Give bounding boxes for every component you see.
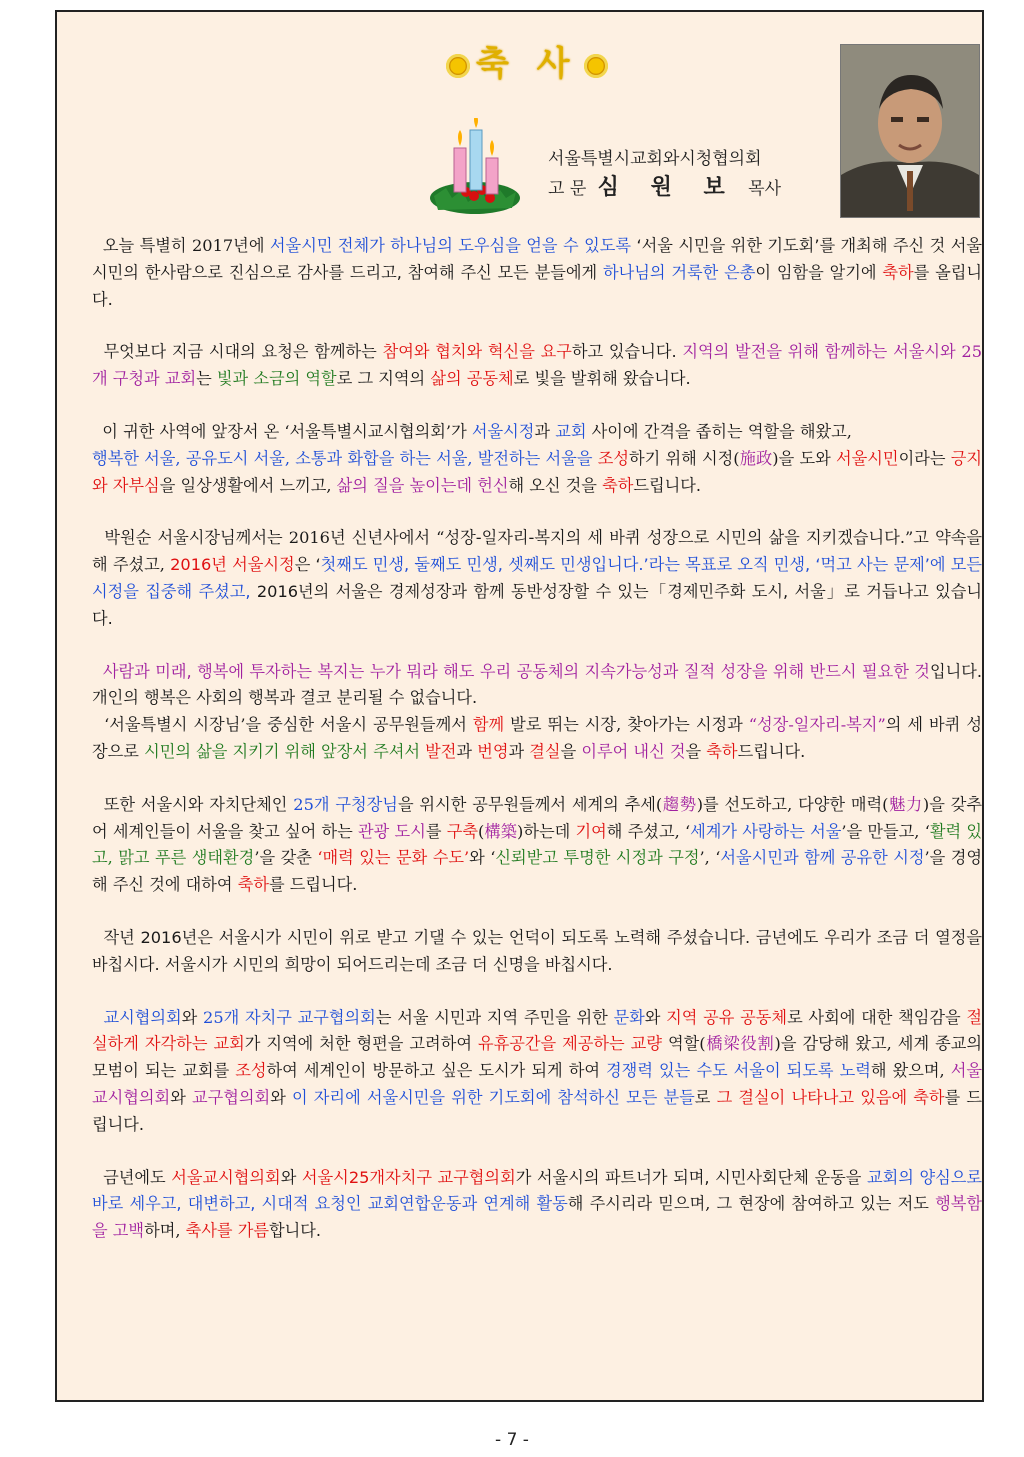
author-title: 목사 [748, 179, 781, 199]
paragraph-7: 작년 2016년은 서울시가 시민이 위로 받고 기댈 수 있는 언덕이 되도록 노력해 주셨습니다. 금년에도 우리가 조금 더 열정을 바칩시다. 서울시가 시민의 희망이 되어드리는데 조금 더 신명을 바칩시다. [92, 927, 982, 974]
christmas-candle-icon [428, 118, 522, 216]
paragraph-4: 박원순 서울시장님께서는 2016년 신년사에서 “성장-일자리-복지의 세 바퀴 성장으로 시민의 삶을 지키겠습니다.”고 약속을 해 주셨고, 2016년 서울시정은 ‘첫째도 민생, 둘째도 민생, 셋째도 민생입니다.’라는 목표로 오직 민생, ‘먹고 사는 문제’에 모든 시정을 집중해 주셨고, 2016년의 서울은 경제성장과 함께 동반성장할 수 있는「경제민주화 도시, 서울」로 거듭나고 있습니다. [92, 528, 983, 628]
sun-ornament-icon [446, 54, 470, 78]
paragraph-1: 오늘 특별히 2017년에 서울시민 전체가 하나님의 도우심을 얻을 수 있도록 ‘서울 시민을 위한 기도회’를 개최해 주신 것 서울 시민의 한사람으로 진심으로 감사를 드리고, 참여해 주신 모든 분들에게 하나님의 거룩한 은총이 임함을 알기에 축하를 올립니다. [92, 236, 982, 309]
author-name: 심 원 보 [597, 174, 737, 200]
paragraph-5b: ‘서울특별시 시장님’을 중심한 서울시 공무원들께서 함께 발로 뛰는 시장, 찾아가는 시정과 “성장-일자리-복지”의 세 바퀴 성장으로 시민의 삶을 지키기 위해 앞장서 주셔서 발전과 번영과 결실을 이루어 내신 것을 축하드립니다. [92, 715, 982, 761]
paragraph-6: 또한 서울시와 자치단체인 25개 구청장님을 위시한 공무원들께서 세계의 추세(趨勢)를 선도하고, 다양한 매력(魅力)을 갖추어 세계인들이 서울을 찾고 싶어 하는 관광 도시를 구축(構築)하는데 기여해 주셨고, ‘세계가 사랑하는 서울’을 만들고, ‘활력 있고, 맑고 푸른 생태환경’을 갖춘 ‘매력 있는 문화 수도’와 ‘신뢰받고 투명한 시정과 구정’, ‘서울시민과 함께 공유한 시정’을 경영해 주신 것에 대하여 축하를 드립니다. [92, 794, 983, 895]
paragraph-2: 무엇보다 지금 시대의 요청은 함께하는 참여와 협치와 혁신을 요구하고 있습니다. 지역의 발전을 위해 함께하는 서울시와 25개 구청과 교회는 빛과 소금의 역할로 그 지역의 삶의 공동체로 빛을 발휘해 왔습니다. [92, 342, 982, 389]
author-line [548, 173, 781, 203]
organization-name: 서울특별시교회와시청협의회 [548, 149, 762, 169]
letter-body [92, 233, 982, 1271]
paragraph-9: 금년에도 서울교시협의회와 서울시25개자치구 교구협의회가 서울시의 파트너가 되며, 시민사회단체 운동을 교회의 양심으로 바로 세우고, 대변하고, 시대적 요청인 교회연합운동과 연계해 활동해 주시리라 믿으며, 그 현장에 참여하고 있는 저도 행복함을 고백하며, 축사를 가름합니다. [92, 1167, 982, 1241]
paragraph-8: 교시협의회와 25개 자치구 교구협의회는 서울 시민과 지역 주민을 위한 문화와 지역 공유 공동체로 사회에 대한 책임감을 절실하게 자각하는 교회가 지역에 처한 형편을 고려하여 유휴공간을 제공하는 교량 역할(橋梁役割)을 감당해 왔고, 세계 종교의 모범이 되는 교회를 조성하여 세계인이 방문하고 싶은 도시가 되게 하여 경쟁력 있는 수도 서울이 되도록 노력해 왔으며, 서울교시협의회와 교구협의회와 이 자리에 서울시민을 위한 기도회에 참석하신 모든 분들로 그 결실이 나타나고 있음에 축하를 드립니다. [92, 1007, 982, 1134]
paragraph-3: 이 귀한 사역에 앞장서 온 ‘서울특별시교시협의회’가 서울시정과 교회 사이에 간격을 좁히는 역할을 해왔고, 행복한 서울, 공유도시 서울, 소통과 화합을 하는 서울, 발전하는 서울을 조성하기 위해 시정(施政)을 도와 서울시민이라는 긍지와 자부심을 일상생활에서 느끼고, 삶의 질을 높이는데 헌신해 오신 것을 축하드립니다. [92, 421, 982, 495]
author-role: 고 문 [548, 179, 587, 199]
author-block [548, 145, 781, 203]
paragraph-5: 사람과 미래, 행복에 투자하는 복지는 누가 뭐라 해도 우리 공동체의 지속가능성과 질적 성장을 위해 반드시 필요한 것입니다. 개인의 행복은 사회의 행복과 결코 분리될 수 없습니다. [92, 661, 982, 708]
page-number: - 7 - [495, 1430, 529, 1450]
sun-ornament-icon [584, 54, 608, 78]
page-title: 축 사 [440, 36, 614, 85]
author-portrait [840, 44, 980, 218]
